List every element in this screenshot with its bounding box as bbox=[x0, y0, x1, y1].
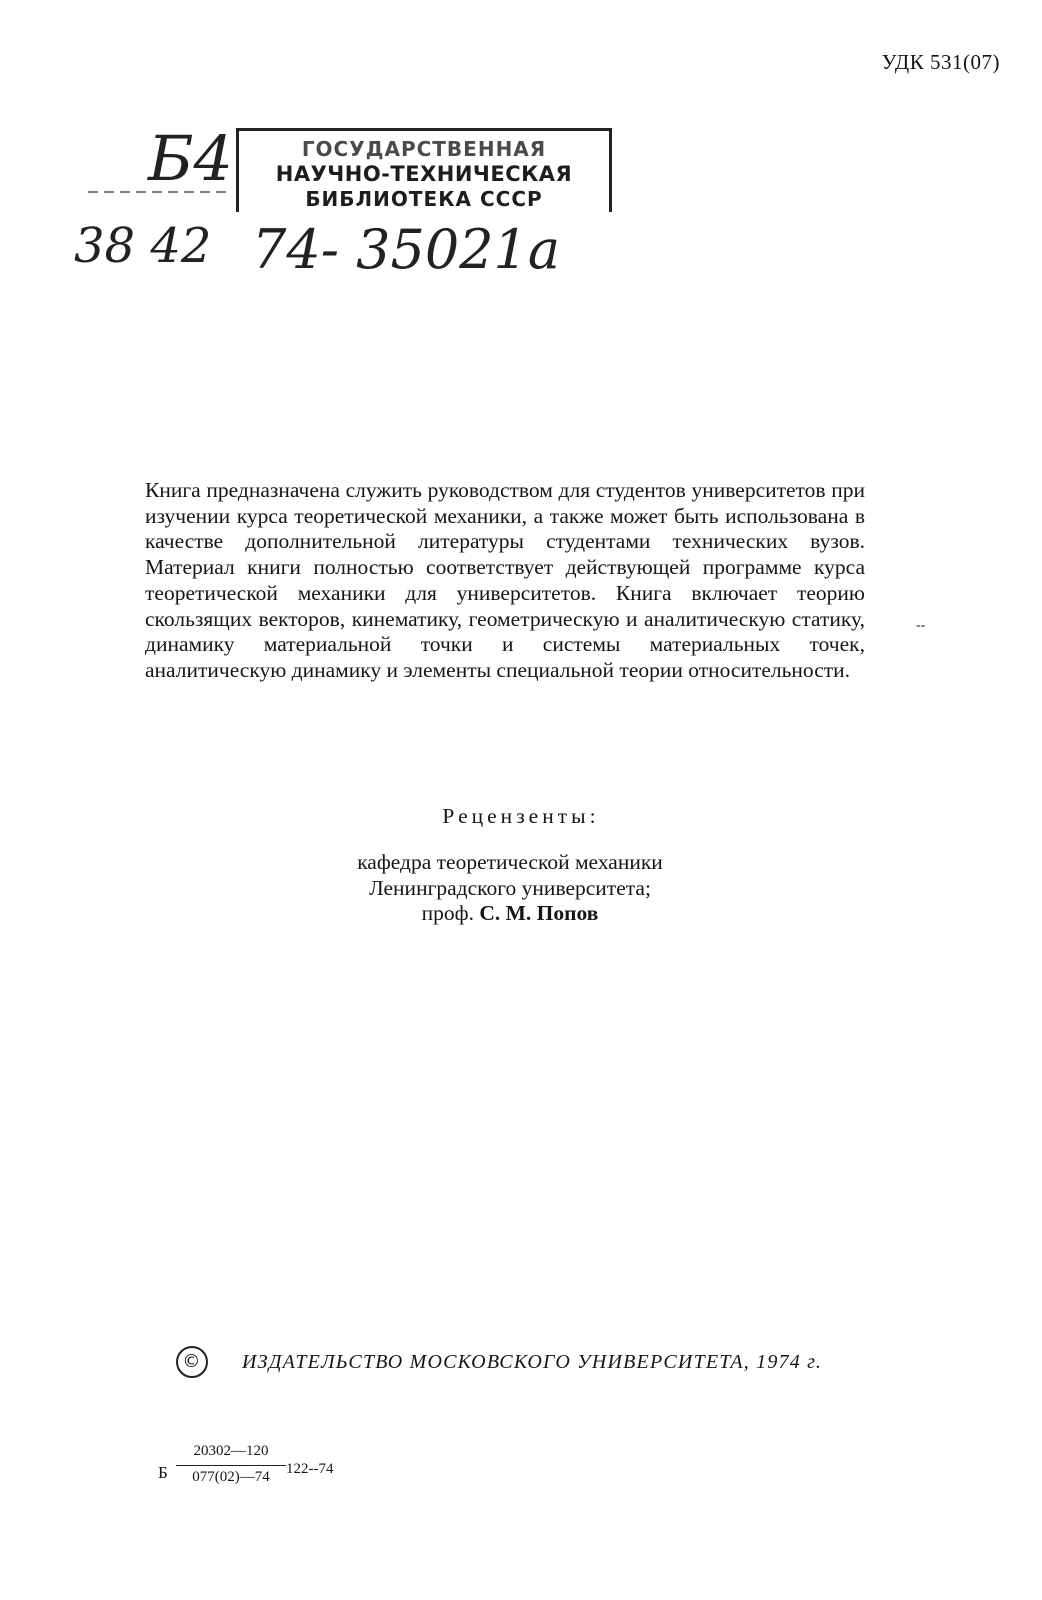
index-letter: Б bbox=[158, 1463, 168, 1482]
reviewer-line-1: кафедра теоретической механики bbox=[357, 850, 663, 874]
handwritten-top: Б4 bbox=[148, 122, 234, 195]
reviewers-heading: Рецензенты: bbox=[442, 804, 600, 828]
fraction-bar bbox=[176, 1465, 286, 1466]
stamp-line-1: ГОСУДАРСТВЕННАЯ bbox=[301, 137, 547, 161]
publisher-text: ИЗДАТЕЛЬСТВО МОСКОВСКОГО УНИВЕРСИТЕТА, 1974 г. bbox=[242, 1350, 823, 1373]
stamp-line-2: НАУЧНО-ТЕХНИЧЕСКАЯ bbox=[275, 162, 573, 186]
publisher-line bbox=[176, 1346, 822, 1378]
copyright-icon: © bbox=[176, 1346, 208, 1378]
reviewers-list bbox=[0, 850, 1020, 927]
handwritten-inventory-code: 74- 35021а bbox=[252, 218, 561, 281]
stamp-line-3: БИБЛИОТЕКА СССР bbox=[305, 187, 543, 211]
reviewer-line-3 bbox=[0, 901, 1020, 927]
handwritten-left-code: 38 42 bbox=[74, 218, 212, 274]
library-stamp bbox=[236, 128, 612, 212]
reviewer-title: проф. bbox=[421, 901, 480, 925]
reviewer-line-2: Ленинградского университета; bbox=[369, 875, 651, 900]
index-numerator: 20302—120 bbox=[193, 1443, 269, 1459]
udk-code: УДК 531(07) bbox=[881, 50, 1000, 74]
reviewer-name: С. М. Попов bbox=[479, 901, 599, 925]
index-suffix: 122--74 bbox=[286, 1461, 334, 1477]
index-denominator: 077(02)—74 bbox=[192, 1469, 270, 1485]
margin-mark: -- bbox=[916, 618, 926, 633]
index-fraction bbox=[176, 1443, 286, 1486]
book-annotation: Книга предназначена служить руководством для студентов университетов при изучении курса теоретической механики, а также может быть использована в качестве дополнительной литературы студентами технических вузов. Материал книги полностью соответствует действующей программе курса теоретической механики для университетов. Книга включает теорию скользящих векторов, кинематику, геометрическую и аналитическую статику, динамику материальной точки и системы материальных точек, аналитическую динамику и элементы специальной теории относительности. bbox=[145, 478, 865, 682]
